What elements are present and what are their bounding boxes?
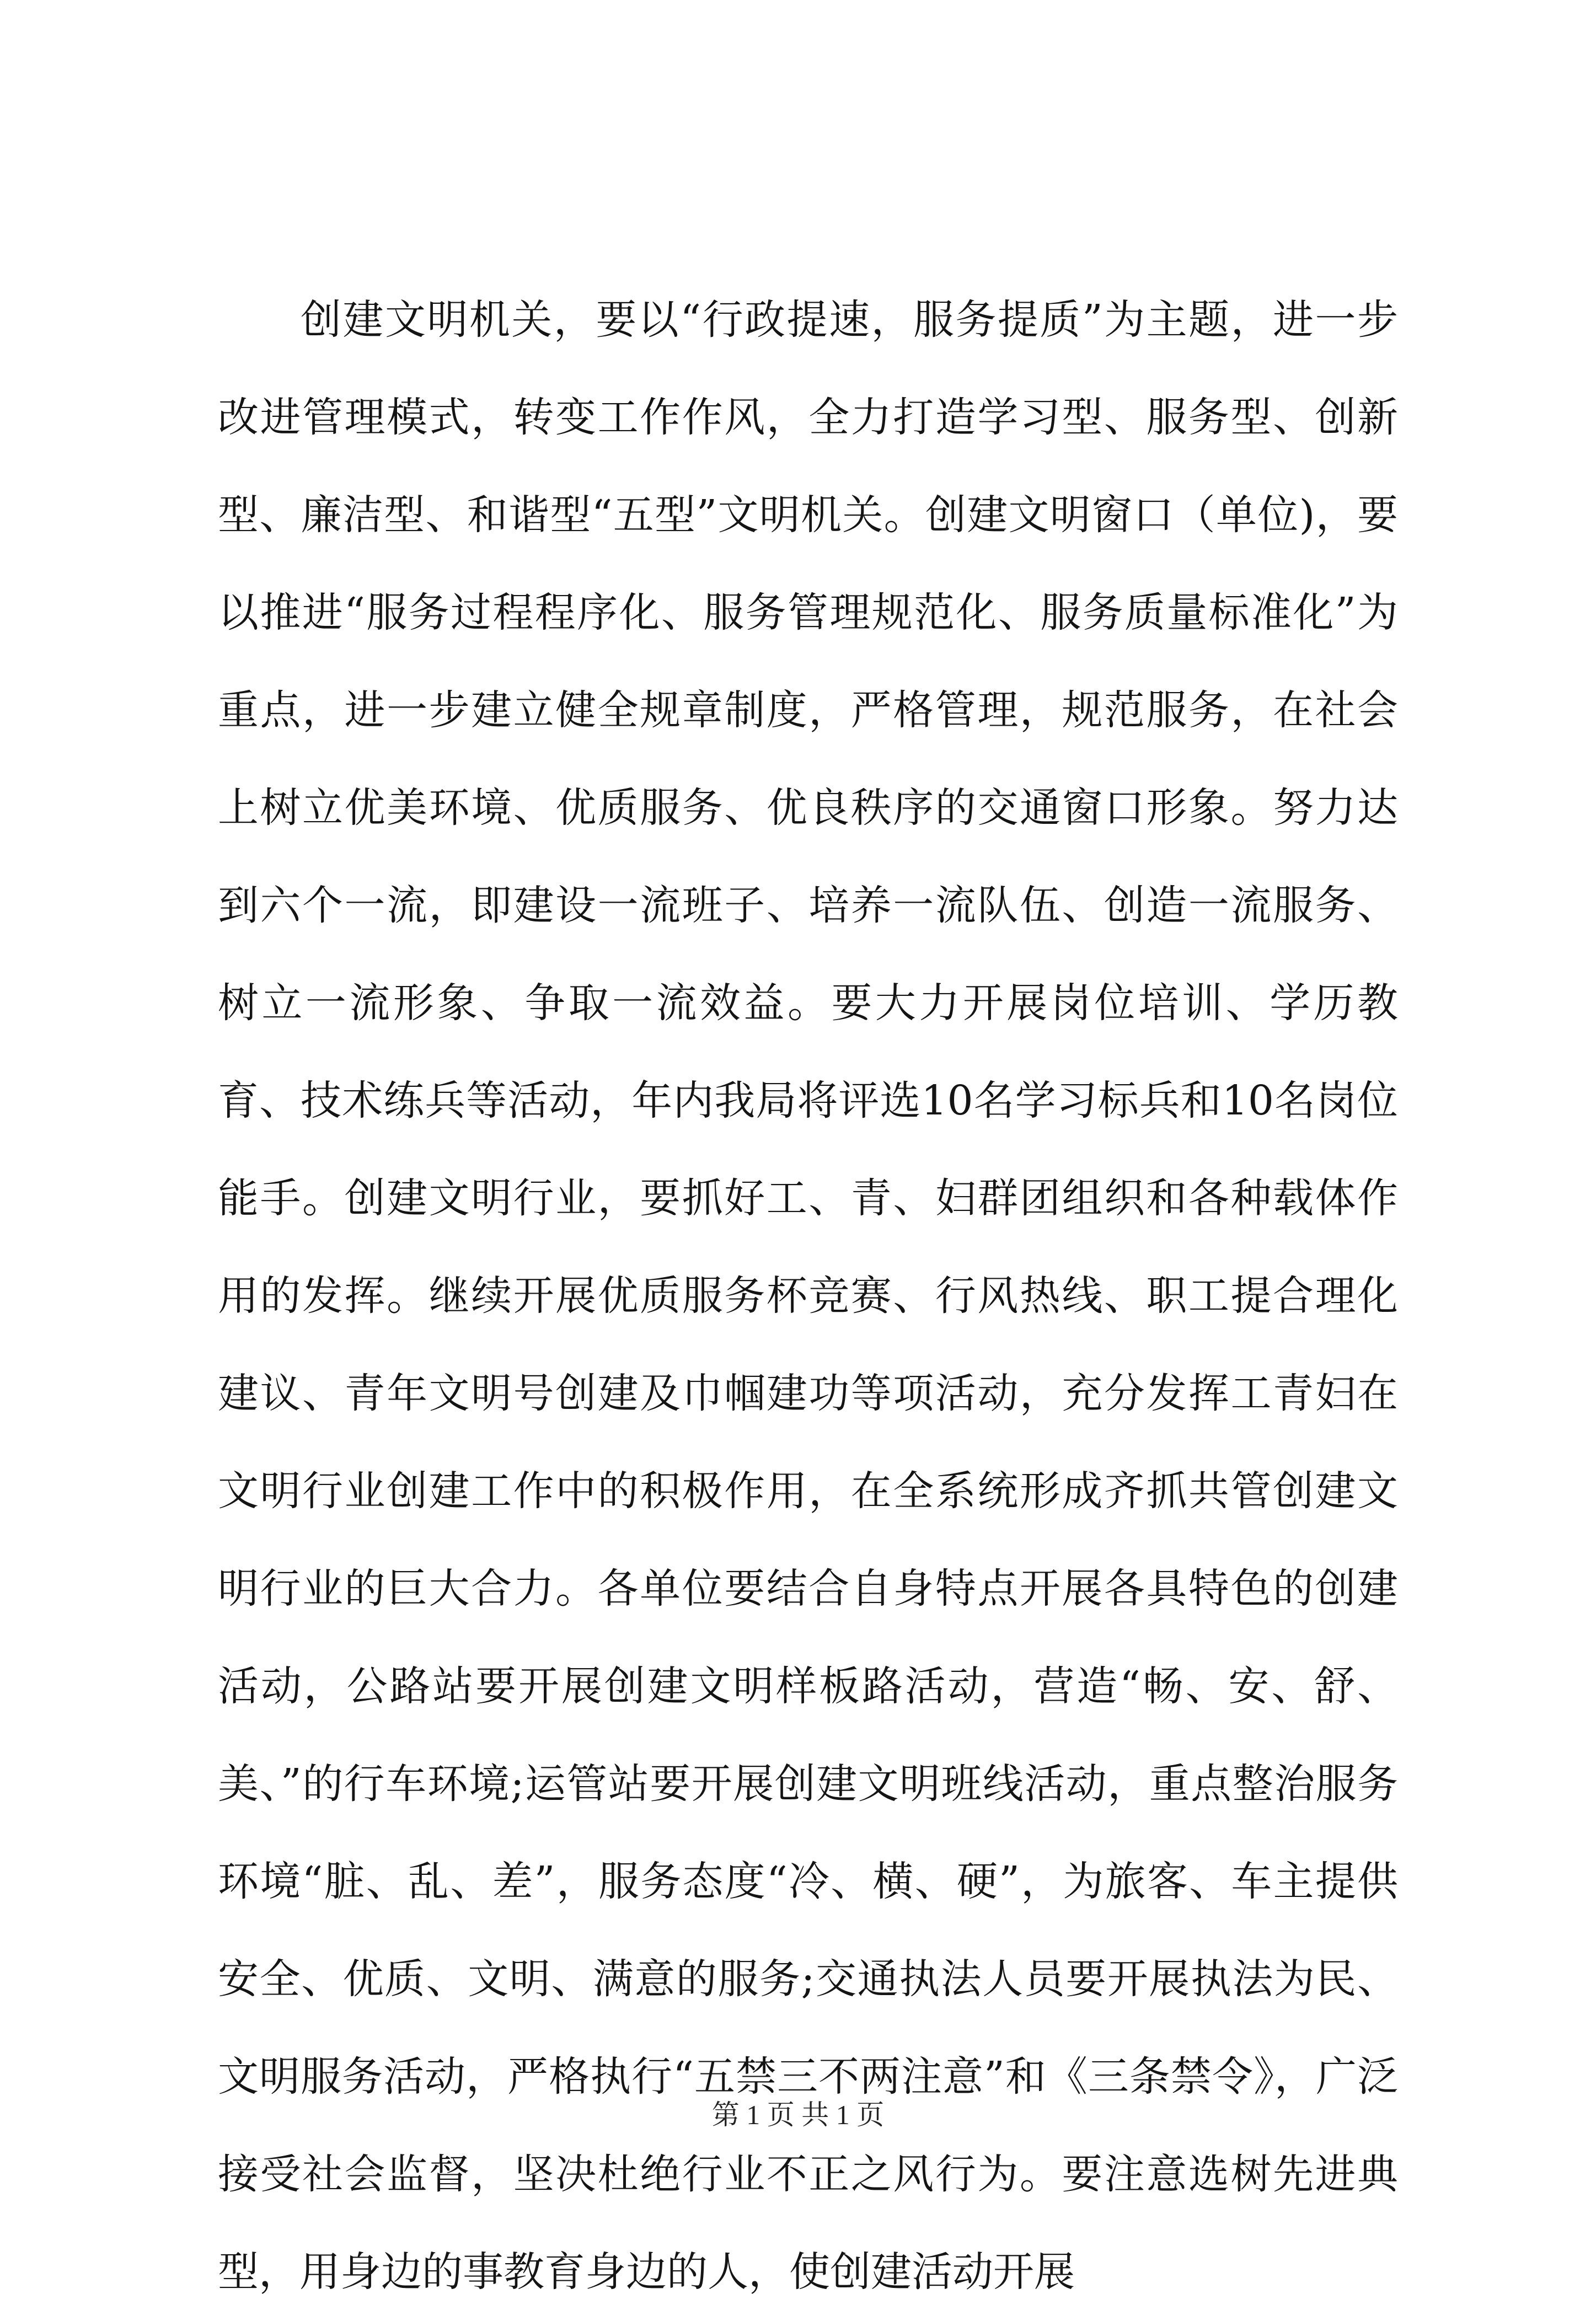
- page-footer: 第 1 页 共 1 页: [711, 2099, 885, 2130]
- body-paragraph: 创建文明机关，要以“行政提速，服务提质”为主题，进一步改进管理模式，转变工作作风，全力打造学习型、服务型、创新型、廉洁型、和谐型“五型”文明机关。创建文明窗口（单位)，要以推进“服务过程程序化、服务管理规范化、服务质量标准化”为重点，进一步建立健全规章制度，严格管理，规范服务，在社会上树立优美环境、优质服务、优良秩序的交通窗口形象。努力达到六个一流，即建设一流班子、培养一流队伍、创造一流服务、树立一流形象、争取一流效益。要大力开展岗位培训、学历教育、技术练兵等活动，年内我局将评选10名学习标兵和10名岗位能手。创建文明行业，要抓好工、青、妇群团组织和各种载体作用的发挥。继续开展优质服务杯竞赛、行风热线、职工提合理化建议、青年文明号创建及巾帼建功等项活动，充分发挥工青妇在文明行业创建工作中的积极作用，在全系统形成齐抓共管创建文明行业的巨大合力。各单位要结合自身特点开展各具特色的创建活动，公路站要开展创建文明样板路活动，营造“畅、安、舒、美、”的行车环境;运管站要开展创建文明班线活动，重点整治服务环境“脏、乱、差”，服务态度“冷、横、硬”，为旅客、车主提供安全、优质、文明、满意的服务;交通执法人员要开展执法为民、文明服务活动，严格执行“五禁三不两注意”和《三条禁令》，广泛接受社会监督，坚决杜绝行业不正之风行为。要注意选树先进典型，用身边的事教育身边的人，使创建活动开展: [218, 296, 1398, 2296]
